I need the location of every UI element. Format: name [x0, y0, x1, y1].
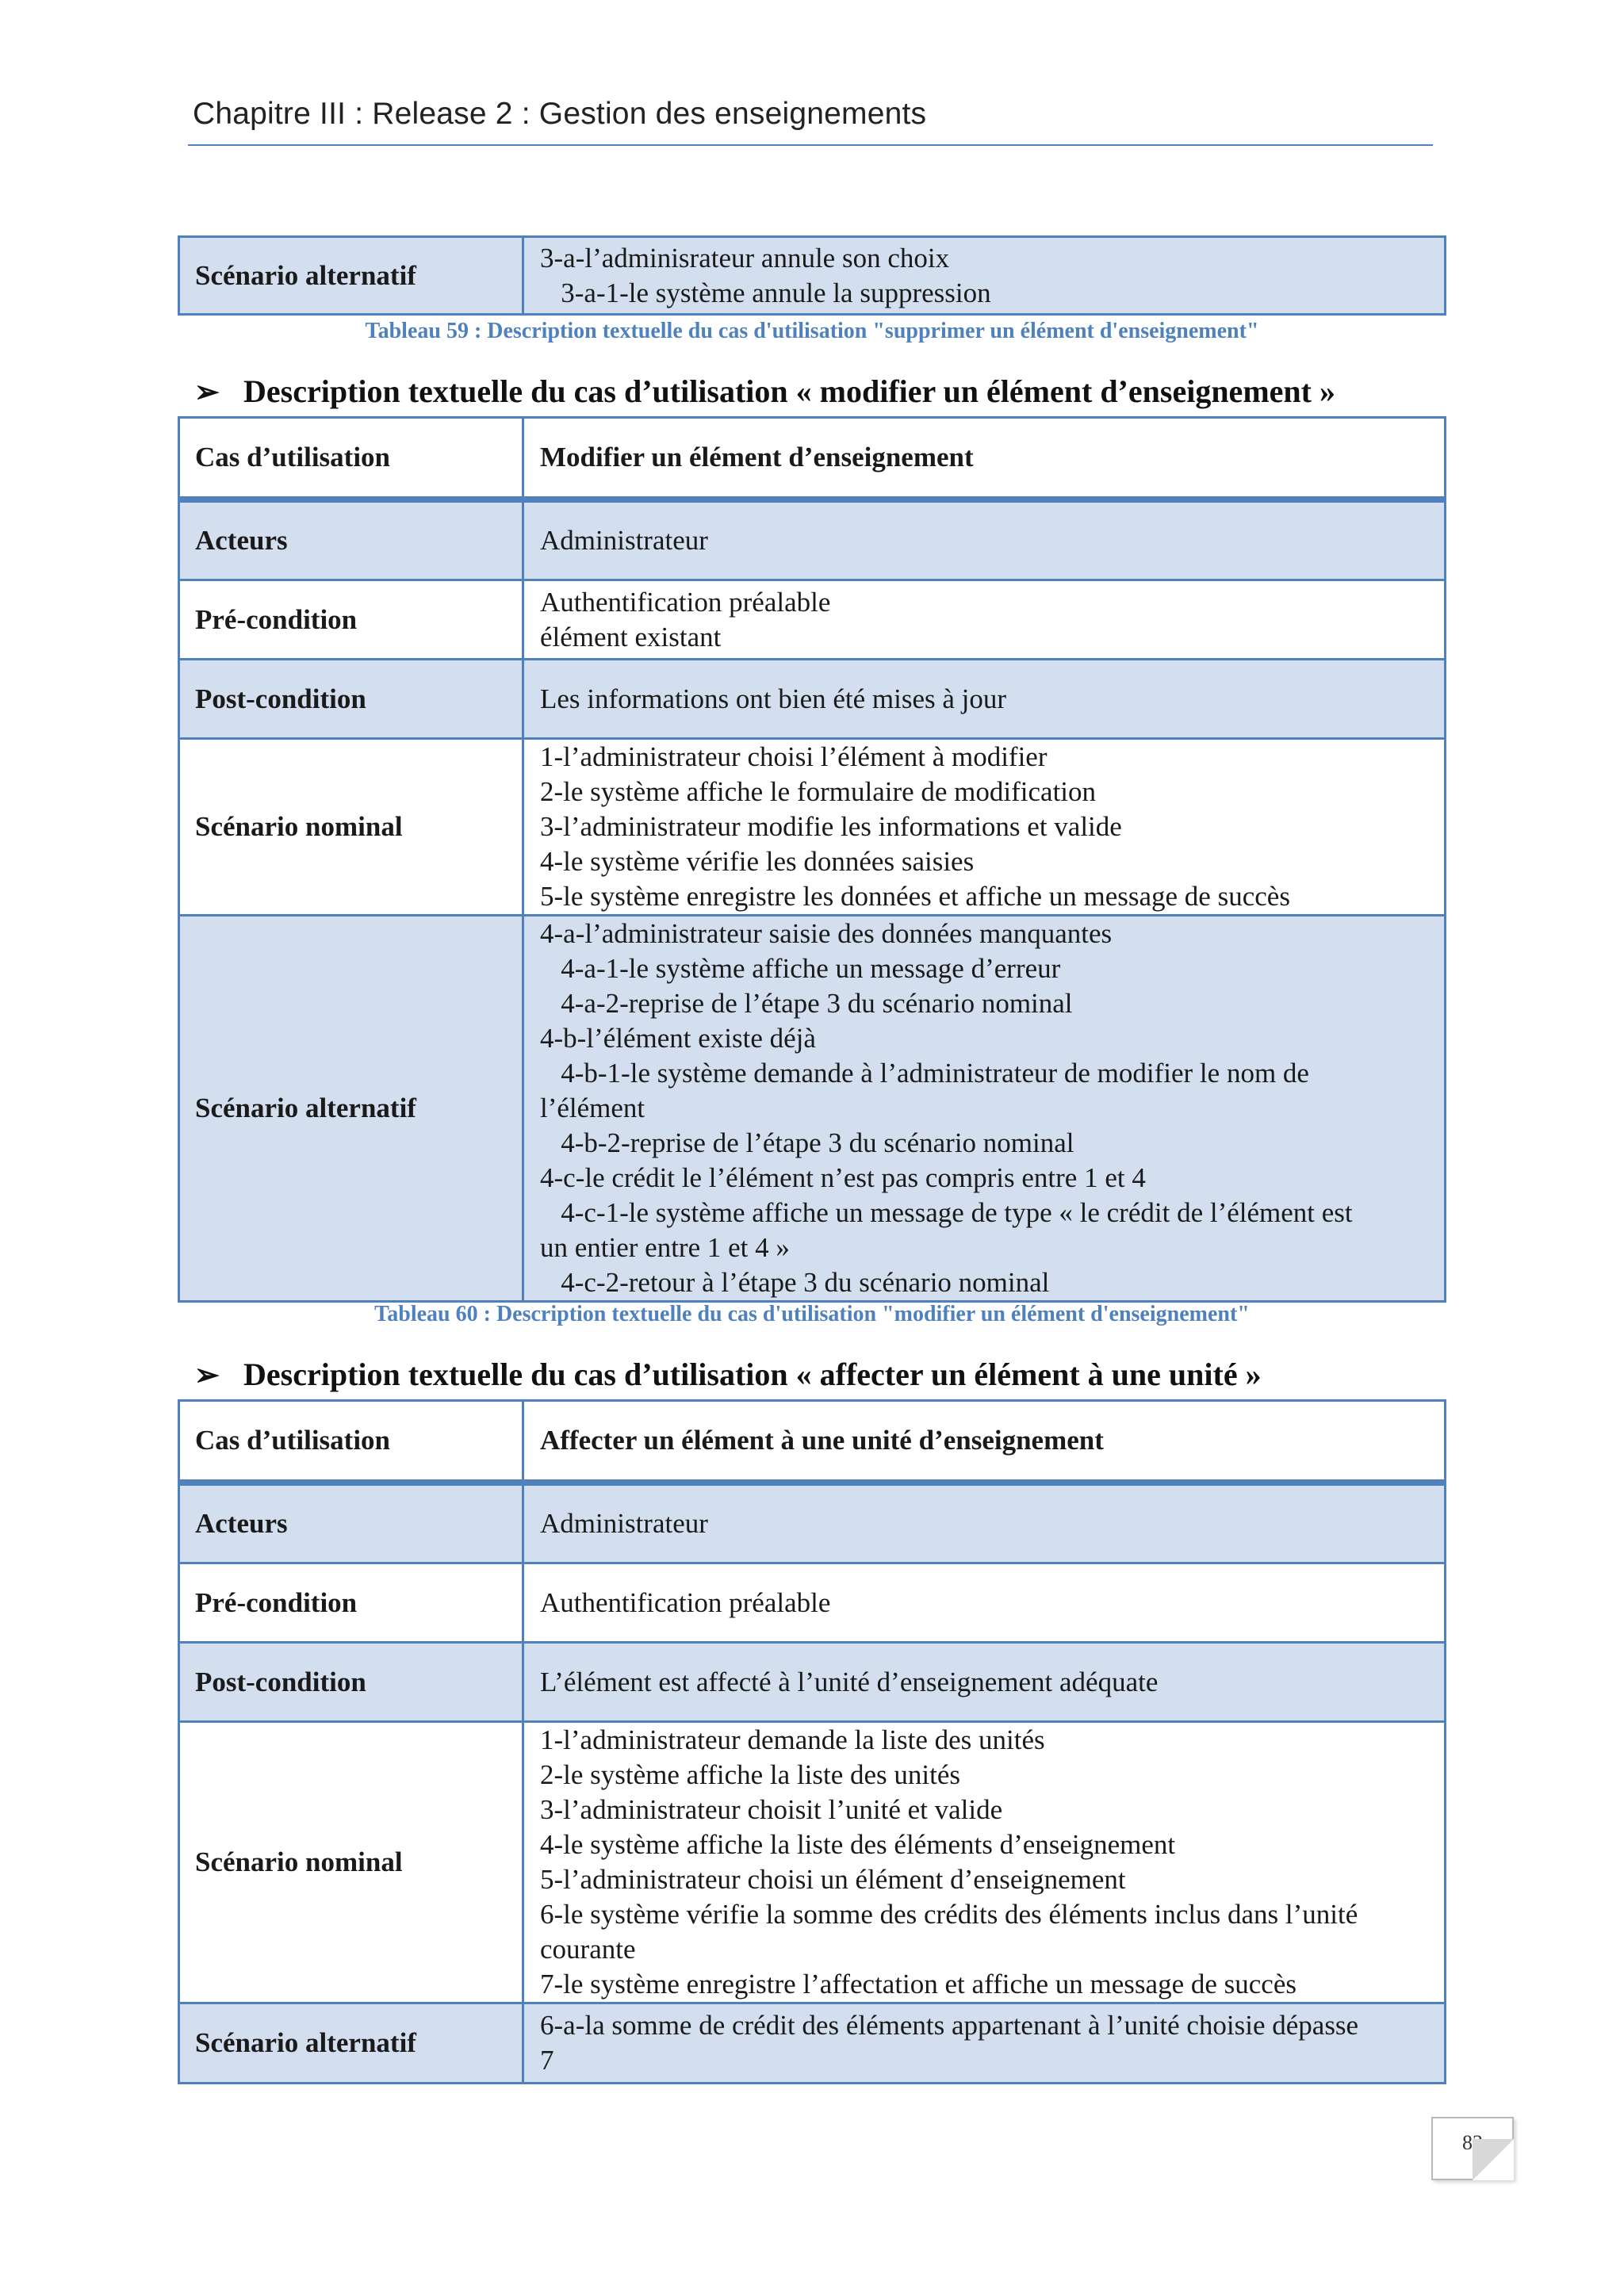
text-line: un entier entre 1 et 4 » [540, 1232, 790, 1263]
row-label: Scénario nominal [179, 1722, 523, 2003]
row-label: Pré-condition [179, 580, 523, 660]
text-line: 5-l’administrateur choisi un élément d’enseignement [540, 1864, 1126, 1895]
text-line: 4-a-1-le système affiche un message d’erreur [540, 953, 1061, 984]
row-value [523, 916, 1446, 1302]
row-value [523, 580, 1446, 660]
table-row [179, 916, 1446, 1302]
page-number-box [1431, 2117, 1514, 2180]
text-line: 4-c-1-le système affiche un message de type « le crédit de l’élément est [540, 1197, 1353, 1228]
arrow-bullet-icon: ➢ [194, 1359, 220, 1392]
text-line: 6-a-la somme de crédit des éléments appartenant à l’unité choisie dépasse [540, 2010, 1359, 2041]
page-number: 82 [1462, 2131, 1483, 2154]
table-row [179, 1483, 1446, 1563]
table-row [179, 237, 1446, 315]
table-61-assign [178, 1399, 1446, 2084]
text-line: 7 [540, 2045, 554, 2076]
row-value [523, 237, 1446, 315]
text-line: 2-le système affiche le formulaire de modification [540, 776, 1097, 807]
row-label: Cas d’utilisation [179, 418, 523, 500]
text-line: 4-le système vérifie les données saisies [540, 846, 975, 877]
row-value: Les informations ont bien été mises à jour [523, 660, 1446, 739]
text-line: 3-a-l’adminisrateur annule son choix [540, 242, 950, 274]
row-value: Modifier un élément d’enseignement [523, 418, 1446, 500]
text-line: 6-le système vérifie la somme des crédits des éléments inclus dans l’unité [540, 1899, 1358, 1930]
row-label: Acteurs [179, 499, 523, 580]
arrow-bullet-icon: ➢ [194, 376, 220, 409]
text-line: 4-b-l’élément existe déjà [540, 1023, 816, 1054]
table-row [179, 1643, 1446, 1722]
table-row [179, 660, 1446, 739]
section-title-text: Description textuelle du cas d’utilisation « affecter un élément à une unité » [243, 1357, 1262, 1392]
row-label: Post-condition [179, 1643, 523, 1722]
text-line: 7-le système enregistre l’affectation et affiche un message de succès [540, 1969, 1297, 1999]
table-row [179, 2003, 1446, 2084]
table-59-tail [178, 235, 1446, 316]
header-divider [188, 144, 1433, 146]
row-value: Administrateur [523, 1483, 1446, 1563]
table-row [179, 499, 1446, 580]
text-line: 1-l’administrateur choisi l’élément à modifier [540, 741, 1048, 772]
row-value: Authentification préalable [523, 1563, 1446, 1643]
table-row [179, 739, 1446, 916]
text-line: 4-a-2-reprise de l’étape 3 du scénario nominal [540, 988, 1073, 1019]
row-value [523, 1722, 1446, 2003]
text-line: 5-le système enregistre les données et affiche un message de succès [540, 881, 1290, 912]
row-value: L’élément est affecté à l’unité d’enseignement adéquate [523, 1643, 1446, 1722]
text-line: 3-a-1-le système annule la suppression [540, 277, 991, 308]
row-value: Administrateur [523, 499, 1446, 580]
text-line: 4-b-2-reprise de l’étape 3 du scénario nominal [540, 1127, 1074, 1158]
row-label: Scénario nominal [179, 739, 523, 916]
table-row [179, 1722, 1446, 2003]
row-label: Scénario alternatif [179, 916, 523, 1302]
table-60-modify [178, 416, 1446, 1303]
row-label: Acteurs [179, 1483, 523, 1563]
row-label: Post-condition [179, 660, 523, 739]
table-60-caption: Tableau 60 : Description textuelle du cas d'utilisation "modifier un élément d'enseignement" [374, 1302, 1250, 1326]
text-line: 4-c-2-retour à l’étape 3 du scénario nominal [540, 1267, 1050, 1298]
page-fold-icon [1473, 2139, 1514, 2180]
row-value [523, 2003, 1446, 2084]
table-row [179, 580, 1446, 660]
running-header: Chapitre III : Release 2 : Gestion des enseignements [193, 97, 927, 131]
text-line: 4-a-l’administrateur saisie des données manquantes [540, 918, 1113, 949]
table-row [179, 418, 1446, 500]
text-line: 2-le système affiche la liste des unités [540, 1759, 961, 1790]
text-line: l’élément [540, 1093, 645, 1123]
table-59-caption: Tableau 59 : Description textuelle du cas d'utilisation "supprimer un élément d'enseignement" [365, 319, 1259, 343]
text-line: élément existant [540, 621, 722, 652]
text-line: 1-l’administrateur demande la liste des unités [540, 1724, 1045, 1755]
row-label: Scénario alternatif [179, 237, 523, 315]
table-row [179, 1563, 1446, 1643]
row-label: Cas d’utilisation [179, 1401, 523, 1483]
text-line: 4-c-le crédit le l’élément n’est pas compris entre 1 et 4 [540, 1162, 1146, 1193]
text-line: 3-l’administrateur choisit l’unité et valide [540, 1794, 1003, 1825]
section-title-assign [194, 1356, 1262, 1393]
section-title-text: Description textuelle du cas d’utilisation « modifier un élément d’enseignement » [243, 373, 1335, 409]
text-line: Authentification préalable [540, 586, 831, 618]
table-row [179, 1401, 1446, 1483]
row-label: Scénario alternatif [179, 2003, 523, 2084]
text-line: 3-l’administrateur modifie les informations et valide [540, 811, 1122, 842]
text-line: 4-le système affiche la liste des éléments d’enseignement [540, 1829, 1176, 1860]
row-label: Pré-condition [179, 1563, 523, 1643]
section-title-modify [194, 373, 1335, 410]
row-value [523, 739, 1446, 916]
text-line: 4-b-1-le système demande à l’administrateur de modifier le nom de [540, 1058, 1309, 1089]
row-value: Affecter un élément à une unité d’enseignement [523, 1401, 1446, 1483]
text-line: courante [540, 1934, 636, 1965]
